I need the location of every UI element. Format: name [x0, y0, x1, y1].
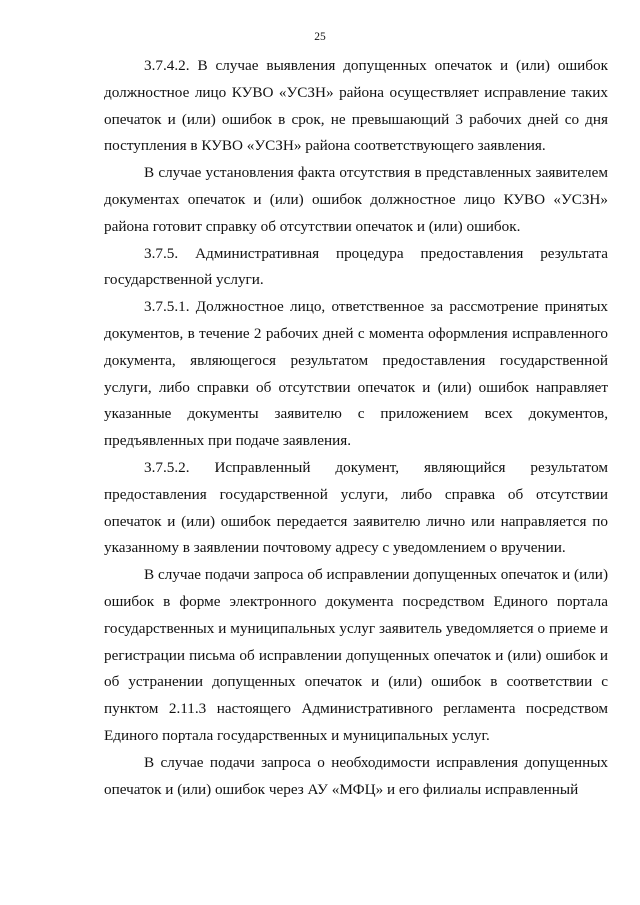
paragraph-mfc-request: В случае подачи запроса о необходимости исправления допущенных опечаток и (или) ошибок через АУ «МФЦ» и его филиалы исправленный — [104, 753, 608, 798]
paragraph-electronic-request: В случае подачи запроса об исправлении допущенных опечаток и (или) ошибок в форме электронного документа посредством Единого портала государственных и муниципальных услуг заявитель уведомляется о приеме и регистрации письма об исправлении допущенных опечаток и (или) ошибок и об устранении допущенных опечаток и (или) ошибок в соответствии с пунктом 2.11.3 настоящего Административного регламента посредством Единого портала государственных и муниципальных услуг. — [104, 566, 608, 744]
document-body — [104, 53, 608, 803]
paragraph-3-7-4-2: 3.7.4.2. В случае выявления допущенных опечаток и (или) ошибок должностное лицо КУВО «УСЗН» района осуществляет исправление таких опечаток и (или) ошибок в срок, не превышающий 3 рабочих дней со дня поступления в КУВО «УСЗН» района соответствующего заявления. — [104, 57, 608, 155]
paragraph-3-7-5-2: 3.7.5.2. Исправленный документ, являющийся результатом предоставления государственной услуги, либо справка об отсутствии опечаток и (или) ошибок передается заявителю лично или направляется по указанному в заявлении почтовому адресу с уведомлением о вручении. — [104, 458, 608, 557]
paragraph-3-7-5: 3.7.5. Административная процедура предоставления результата государственной услуги. — [104, 244, 608, 289]
paragraph-3-7-5-1: 3.7.5.1. Должностное лицо, ответственное за рассмотрение принятых документов, в течение 2 рабочих дней с момента оформления исправленного документа, являющегося результатом предоставления государственной услуги, либо справки об отсутствии опечаток и (или) ошибок направляет указанные документы заявителю с приложением всех документов, предъявленных при подаче заявления. — [104, 298, 608, 450]
page-number: 25 — [314, 31, 326, 43]
paragraph-no-errors-found: В случае установления факта отсутствия в представленных заявителем документах опечаток и (или) ошибок должностное лицо КУВО «УСЗН» района готовит справку об отсутствии опечаток и (или) ошибок. — [104, 164, 608, 235]
